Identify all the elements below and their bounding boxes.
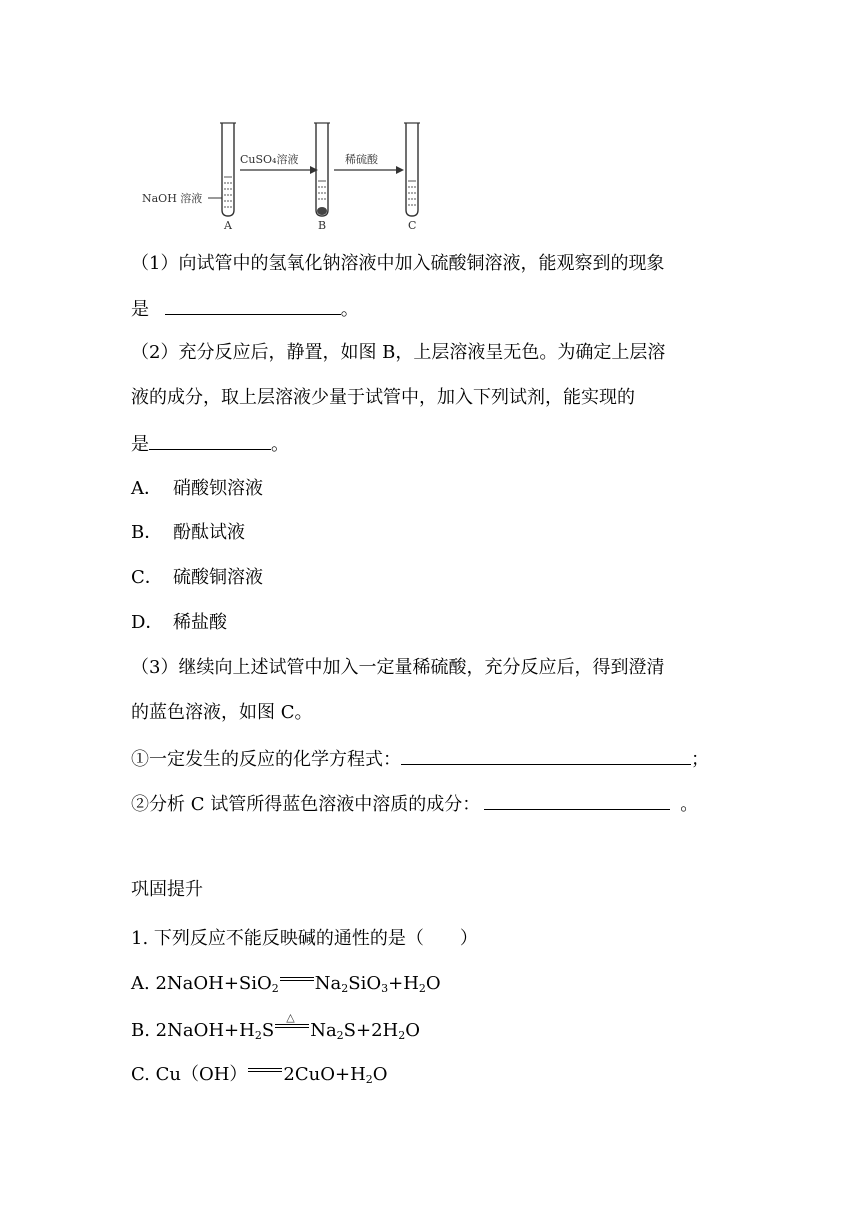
q3-line-2: 的蓝色溶液，如图 C。 [131,702,313,723]
q3-sub-1-end: ； [691,749,709,770]
q2-answer-blank[interactable] [149,431,271,450]
section-title: 巩固提升 [131,879,203,900]
option-text: 稀盐酸 [173,612,227,633]
formula-sub: 2 [271,982,279,995]
q3-sub-1-start: ①一定发生的反应的化学方程式： [131,749,401,770]
exercise-stem: 1. 下列反应不能反映碱的通性的是（ ） [131,928,478,949]
formula-part: S [261,1020,275,1041]
arrow-2-icon [396,166,404,174]
tube-a-label: A [224,219,232,232]
tube-c-label: C [408,219,417,232]
formula-part: A. 2NaOH+SiO [131,973,272,994]
q3-sub-1 [131,746,709,772]
q1-line-2-end: 。 [340,299,359,320]
q2-line-3-start: 是 [131,434,149,455]
q1-line-1: （1）向试管中的氢氧化钠溶液中加入硫酸铜溶液，能观察到的现象 [131,253,665,274]
q2-option-a[interactable] [131,477,263,501]
q3-sub-2-end: 。 [680,794,699,815]
formula-part: 2CuO+H [283,1064,366,1085]
q1-line-2 [131,296,359,322]
option-text: 硝酸钡溶液 [173,478,263,499]
formula-sub: 2 [341,982,349,995]
equals-sign-icon [275,1011,309,1032]
q2-line-3-end: 。 [271,434,289,455]
exercise-option-a[interactable] [131,972,441,996]
q2-option-d[interactable] [131,611,227,635]
option-text: 硫酸铜溶液 [173,567,263,588]
formula-part: Na [310,1020,337,1041]
q2-line-1: （2）充分反应后，静置，如图 B，上层溶液呈无色。为确定上层溶 [131,342,666,363]
q2-line-2: 液的成分，取上层溶液少量于试管中，加入下列试剂，能实现的 [131,387,635,408]
formula-sub: 2 [365,1073,373,1086]
formula-sub: 2 [418,982,426,995]
arrow-1-icon [310,166,318,174]
test-tube-c [404,123,420,216]
q2-option-b[interactable] [131,521,245,545]
test-tube-a [220,123,236,216]
test-tube-b [314,123,330,216]
formula-part: O [425,973,441,994]
formula-part: O [405,1020,420,1041]
q2-line-3 [131,431,289,457]
tube-b-label: B [318,219,327,232]
option-text: 酚酞试液 [173,522,245,543]
heat-condition-icon: △ [286,1011,295,1024]
q3-sub-2 [131,791,698,817]
exercise-option-c[interactable] [131,1063,388,1087]
option-letter: D． [131,612,164,633]
equals-sign-icon [248,1066,282,1076]
q3-line-1: （3）继续向上述试管中加入一定量稀硫酸，充分反应后，得到澄清 [131,657,665,678]
q2-option-c[interactable] [131,566,263,590]
precipitate [317,207,327,215]
formula-sub: 2 [254,1029,262,1042]
solute-answer-blank[interactable] [484,791,670,810]
experiment-diagram [140,115,440,235]
formula-part: +H [388,973,419,994]
reagent-2-label: 稀硫酸 [345,153,378,166]
option-letter: B． [131,522,163,543]
equals-sign-icon [280,975,314,985]
formula-part: B. 2NaOH+H [131,1020,255,1041]
formula-sub: 3 [381,982,389,995]
formula-part: SiO [348,973,382,994]
formula-part: S+2H [343,1020,399,1041]
naoh-label: NaOH 溶液 [142,192,203,205]
formula-part: Na [314,973,342,994]
formula-part: C. Cu（OH） [131,1064,248,1085]
equation-answer-blank[interactable] [401,746,691,765]
formula-part: O [372,1064,388,1085]
q3-sub-2-start: ②分析 C 试管所得蓝色溶液中溶质的成分： [131,794,481,815]
option-letter: C． [131,567,163,588]
reagent-1-label: CuSO₄溶液 [240,153,299,166]
formula-sub: 2 [336,1029,344,1042]
q1-line-2-start: 是 [131,299,149,320]
q1-answer-blank[interactable] [165,296,341,315]
exercise-option-b[interactable] [131,1011,420,1043]
option-letter: A． [131,478,162,499]
formula-sub: 2 [398,1029,406,1042]
